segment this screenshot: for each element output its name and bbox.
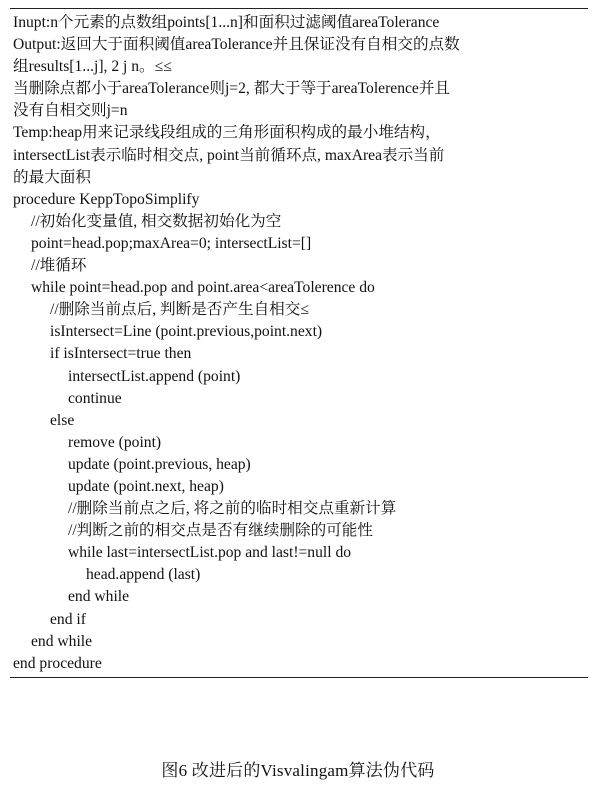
code-comment: //删除当前点之后, 将之前的临时相交点重新计算 (68, 500, 397, 518)
code-line: Temp:heap用来记录线段组成的三角形面积构成的最小堆结构， (13, 124, 441, 142)
code-line: 的最大面积 (13, 168, 91, 186)
pseudocode-block (10, 8, 588, 678)
code-line: procedure KeppTopoSimplify (13, 190, 200, 208)
code-line: 组results[1...j], 2 j n。≤≤ (13, 58, 172, 76)
code-line: if isIntersect=true then (50, 345, 192, 363)
code-comment: //初始化变量值, 相交数据初始化为空 (31, 212, 282, 230)
code-comment: //堆循环 (31, 257, 87, 275)
code-line: end if (50, 610, 86, 628)
code-line: Inupt:n个元素的点数组points[1...n]和面积过滤阈值areaTolerance (13, 14, 440, 31)
code-line: point=head.pop;maxArea=0; intersectList=[] (31, 234, 312, 252)
code-line: isIntersect=Line (point.previous,point.next) (50, 323, 323, 341)
code-line: end while (31, 632, 93, 650)
code-line: head.append (last) (86, 566, 201, 584)
figure-caption: 图6 改进后的Visvalingam算法伪代码 (161, 761, 435, 780)
code-line: update (point.previous, heap) (68, 455, 251, 473)
code-line: else (50, 411, 75, 429)
code-line: end procedure (13, 654, 102, 672)
code-line: intersectList表示临时相交点, point当前循环点, maxArea表示当前 (13, 146, 445, 164)
code-comment: //删除当前点后, 判断是否产生自相交≤ (50, 301, 309, 319)
code-line: while last=intersectList.pop and last!=null do (68, 544, 352, 562)
code-line: update (point.next, heap) (68, 477, 224, 495)
code-line: continue (68, 389, 122, 407)
code-line: remove (point) (68, 433, 162, 451)
code-line: 当删除点都小于areaTolerance则j=2, 都大于等于areaTolerence并且 (13, 80, 451, 98)
code-line: end while (68, 588, 130, 606)
code-comment: //判断之前的相交点是否有继续删除的可能性 (68, 522, 373, 540)
code-line: while point=head.pop and point.area<areaTolerence do (31, 279, 375, 297)
code-line: 没有自相交则j=n (13, 102, 128, 120)
code-line: intersectList.append (point) (68, 367, 241, 385)
code-line: Output:返回大于面积阈值areaTolerance并且保证没有自相交的点数 (13, 36, 460, 54)
